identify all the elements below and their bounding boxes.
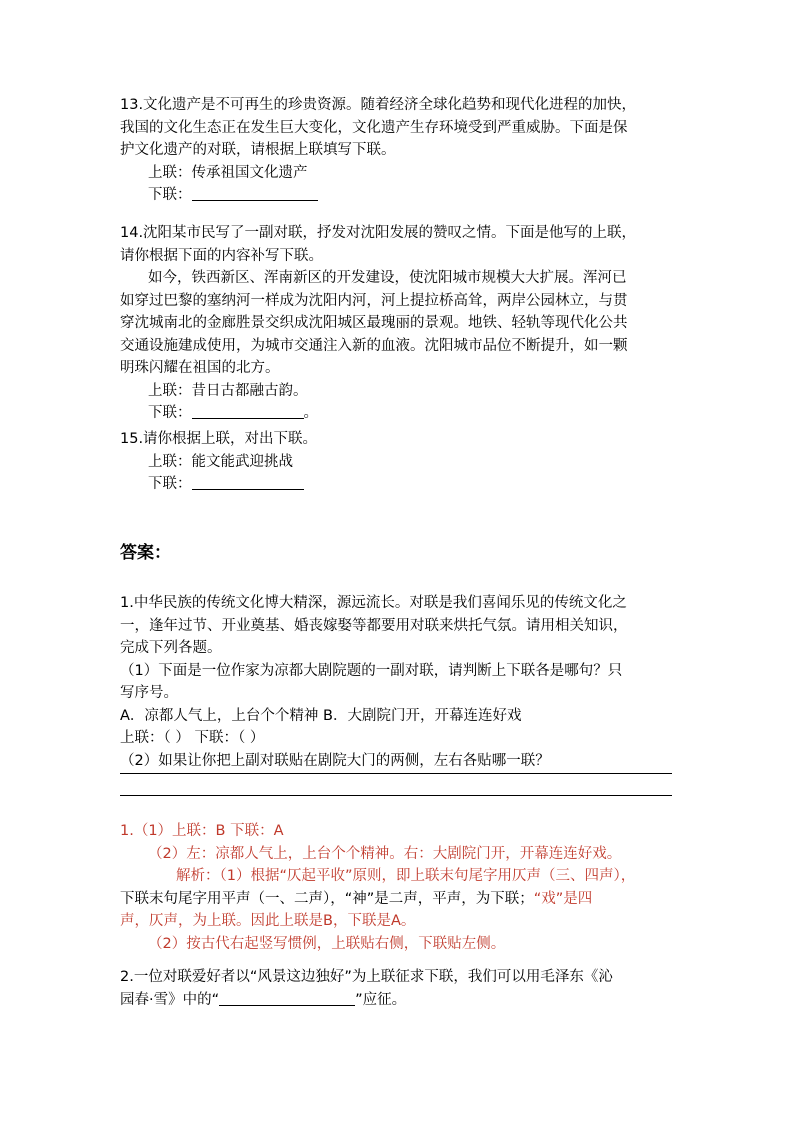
q14-passage-3: 穿沈城南北的金廊胜景交织成沈阳城区最瑰丽的景观。地铁、轻轨等现代化公共 <box>120 315 628 331</box>
q14-lower-label: 下联： <box>148 405 192 421</box>
a2-answer-blank[interactable] <box>219 989 355 1006</box>
a1-line-1: 1.中华民族的传统文化博大精深，源远流长。对联是我们喜闻乐见的传统文化之 <box>120 595 627 611</box>
a1-sub1: （1）下面是一位作家为凉都大剧院题的一副对联，请判断上下联各是哪句？只 <box>120 662 623 679</box>
a1-analysis-line-2b: “戏”是四 <box>533 890 593 907</box>
a1-options: A．凉都人气上，上台个个精神 B．大剧院门开，开幕连连好戏 <box>120 707 522 724</box>
a1-sub1b: 写序号。 <box>120 685 178 701</box>
a2-line-2 <box>120 989 613 1012</box>
q14-line-1: 14.沈阳某市民写了一副对联，抒发对沈阳发展的赞叹之情。下面是他写的上联， <box>120 225 637 241</box>
q14-upper: 上联：昔日古都融古韵。 <box>148 382 308 399</box>
q15-line: 15.请你根据上联，对出下联。 <box>120 431 318 447</box>
a2-line-2b: ”应征。 <box>355 991 407 1008</box>
q13-line-3: 护文化遗产的对联，请根据上联填写下联。 <box>120 142 396 158</box>
q14-passage-4: 交通设施建成使用，为城市交通注入新的血液。沈阳城市品位不断提升，如一颗 <box>120 337 628 354</box>
a1-line-2: 一，逢年过节、开业奠基、婚丧嫁娶等都要用对联来烘托气氛。请用相关知识， <box>120 617 628 634</box>
a1-blanks: 上联：（ ） 下联：（ ） <box>120 730 265 746</box>
a1-answer-line-2: （2）左：凉都人气上，上台个个精神。右：大剧院门开，开幕连连好戏。 <box>148 845 622 862</box>
a1-sub2: （2）如果让你把上副对联贴在剧院大门的两侧，左右各贴哪一联？ <box>120 752 550 769</box>
q13-answer-blank[interactable] <box>192 184 318 201</box>
a2-line-1: 2.一位对联爱好者以“风景这边独好”为上联征求下联，我们可以用毛泽东《沁 <box>120 969 613 985</box>
q14-passage-1: 如今，铁西新区、浑南新区的开发建设，使沈阳城市规模大大扩展。浑河已 <box>148 270 627 286</box>
question-13 <box>120 94 636 207</box>
answer-line-2[interactable] <box>120 795 672 796</box>
a1-analysis-line-2 <box>120 888 635 911</box>
a1-analysis-line-2a: 下联末句尾字用平声（一、二声），“神”是二声，平声，为下联； <box>120 890 534 907</box>
a2-line-2a: 园春·雪》中的“ <box>120 991 220 1008</box>
answers-heading: 答案： <box>120 543 171 563</box>
answer-line-1[interactable] <box>120 773 672 774</box>
a1-analysis-line-4: （2）按古代右起竖写惯例，上联贴右侧，下联贴左侧。 <box>148 935 506 952</box>
q15-answer-blank[interactable] <box>192 473 304 490</box>
q13-line-1: 13.文化遗产是不可再生的珍贵资源。随着经济全球化趋势和现代化进程的加快， <box>120 97 637 113</box>
a1-analysis-line-3: 声，仄声，为上联。因此上联是B，下联是A。 <box>120 913 416 929</box>
answer-1-solution <box>120 820 635 955</box>
question-15 <box>120 428 317 496</box>
q13-line-2: 我国的文化生态正在发生巨大变化，文化遗产生存环境受到严重威胁。下面是保 <box>120 119 628 136</box>
q13-lower-row <box>120 184 636 207</box>
q14-answer-blank[interactable] <box>192 402 304 419</box>
q14-lower-row <box>120 402 636 425</box>
answer-question-2 <box>120 966 613 1011</box>
q14-passage-2: 如穿过巴黎的塞纳河一样成为沈阳内河，河上提拉桥高耸，两岸公园林立，与贯 <box>120 292 628 309</box>
q15-lower-row <box>120 473 317 496</box>
q13-lower-label: 下联： <box>148 187 192 203</box>
a1-analysis-line-1: 解析：（1）根据“仄起平收”原则，即上联末句尾字用仄声（三、四声）， <box>176 868 636 884</box>
q14-line-2: 请你根据下面的内容补写下联。 <box>120 247 323 264</box>
q15-lower-label: 下联： <box>148 476 192 492</box>
q14-lower-end: 。 <box>303 405 318 421</box>
q15-upper: 上联：能文能武迎挑战 <box>148 453 293 470</box>
a1-line-3: 完成下列各题。 <box>120 640 222 656</box>
question-14 <box>120 222 636 425</box>
q14-passage-5: 明珠闪耀在祖国的北方。 <box>120 360 280 376</box>
a1-answer-line-1: 1.（1）上联：B 下联：A <box>120 823 284 839</box>
answer-question-1 <box>120 592 628 772</box>
q13-upper: 上联：传承祖国文化遗产 <box>148 164 308 181</box>
